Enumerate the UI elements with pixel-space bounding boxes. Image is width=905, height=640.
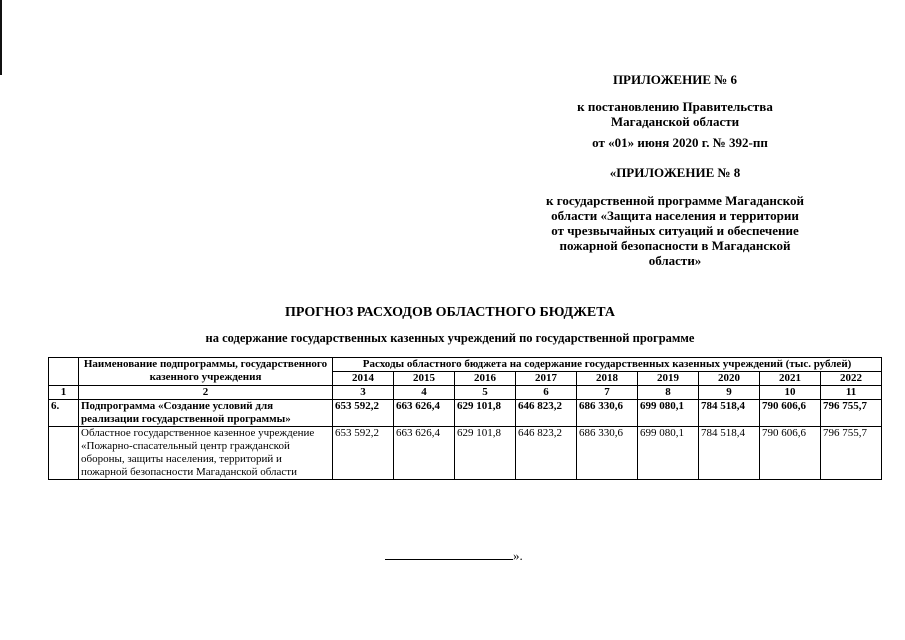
year-cell: 2016: [455, 372, 516, 386]
document-title: ПРОГНОЗ РАСХОДОВ ОБЛАСТНОГО БЮДЖЕТА: [284, 305, 616, 320]
column-number-cell: 2: [79, 386, 333, 400]
subprogram-value-cell: 653 592,2: [333, 400, 394, 427]
program-reference-line: от чрезвычайных ситуаций и обеспечение: [551, 223, 799, 238]
column-number-cell: 1: [49, 386, 79, 400]
subprogram-value-cell: 686 330,6: [577, 400, 638, 427]
year-cell: 2020: [699, 372, 760, 386]
subprogram-value-cell: 699 080,1: [638, 400, 699, 427]
program-reference-line: к государственной программе Магаданской: [546, 193, 804, 208]
year-cell: 2021: [760, 372, 821, 386]
subprogram-number-cell: 6.: [49, 400, 79, 427]
subprogram-value-cell: 646 823,2: [516, 400, 577, 427]
institution-value-cell: 790 606,6: [760, 427, 821, 480]
institution-value-cell: 663 626,4: [394, 427, 455, 480]
resolution-date: от «01» июня 2020 г. № 392-пп: [592, 135, 768, 150]
institution-value-cell: 796 755,7: [821, 427, 882, 480]
document-subtitle: на содержание государственных казенных учреждений по государственной программе: [205, 331, 695, 345]
left-margin-rule: [0, 0, 2, 75]
institution-value-cell: 646 823,2: [516, 427, 577, 480]
subprogram-value-cell: 784 518,4: [699, 400, 760, 427]
institution-value-cell: 784 518,4: [699, 427, 760, 480]
column-number-cell: 7: [577, 386, 638, 400]
resolution-reference-line: к постановлению Правительства: [577, 99, 773, 114]
institution-value-cell: 686 330,6: [577, 427, 638, 480]
subprogram-name-cell: Подпрограмма «Создание условий для реализации государственной программы»: [79, 400, 333, 427]
subprogram-value-cell: 663 626,4: [394, 400, 455, 427]
closing-mark: ».: [513, 548, 523, 563]
year-cell: 2018: [577, 372, 638, 386]
appendix-8-title: «ПРИЛОЖЕНИЕ № 8: [609, 165, 741, 180]
column-number-cell: 11: [821, 386, 882, 400]
column-number-cell: 9: [699, 386, 760, 400]
closing-line: [385, 547, 523, 564]
closing-underline: [385, 547, 513, 560]
year-cell: 2022: [821, 372, 882, 386]
resolution-reference: [540, 99, 810, 129]
institution-number-cell: [49, 427, 79, 480]
institution-name-cell: Областное государственное казенное учреждение «Пожарно-спасательный центр гражданской обороны, защиты населения, территорий и пожарной безопасности Магаданской области: [79, 427, 333, 480]
subprogram-row: [49, 400, 882, 427]
program-reference-line: пожарной безопасности в Магаданской: [559, 238, 791, 253]
program-reference-line: области «Защита населения и территории: [551, 208, 799, 223]
year-cell: 2015: [394, 372, 455, 386]
institution-value-cell: 629 101,8: [455, 427, 516, 480]
column-number-cell: 6: [516, 386, 577, 400]
column-number-cell: 8: [638, 386, 699, 400]
subprogram-value-cell: 629 101,8: [455, 400, 516, 427]
program-reference: [525, 193, 825, 268]
column-number-cell: 5: [455, 386, 516, 400]
institution-value-cell: 699 080,1: [638, 427, 699, 480]
header-number-cell: [49, 358, 79, 386]
column-number-cell: 3: [333, 386, 394, 400]
program-reference-line: области»: [648, 253, 702, 268]
subprogram-value-cell: 796 755,7: [821, 400, 882, 427]
institution-row: [49, 427, 882, 480]
budget-forecast-table: [48, 357, 882, 480]
year-cell: 2019: [638, 372, 699, 386]
column-number-cell: 10: [760, 386, 821, 400]
table-header-row: [49, 358, 882, 372]
subprogram-value-cell: 790 606,6: [760, 400, 821, 427]
column-number-cell: 4: [394, 386, 455, 400]
header-name-cell: Наименование подпрограммы, государственного казенного учреждения: [79, 358, 333, 386]
header-expenses-cell: Расходы областного бюджета на содержание государственных казенных учреждений (тыс. рублей): [333, 358, 882, 372]
resolution-reference-line: Магаданской области: [610, 114, 740, 129]
appendix-title: ПРИЛОЖЕНИЕ № 6: [612, 72, 738, 87]
institution-value-cell: 653 592,2: [333, 427, 394, 480]
year-cell: 2017: [516, 372, 577, 386]
year-cell: 2014: [333, 372, 394, 386]
table-column-numbers-row: [49, 386, 882, 400]
